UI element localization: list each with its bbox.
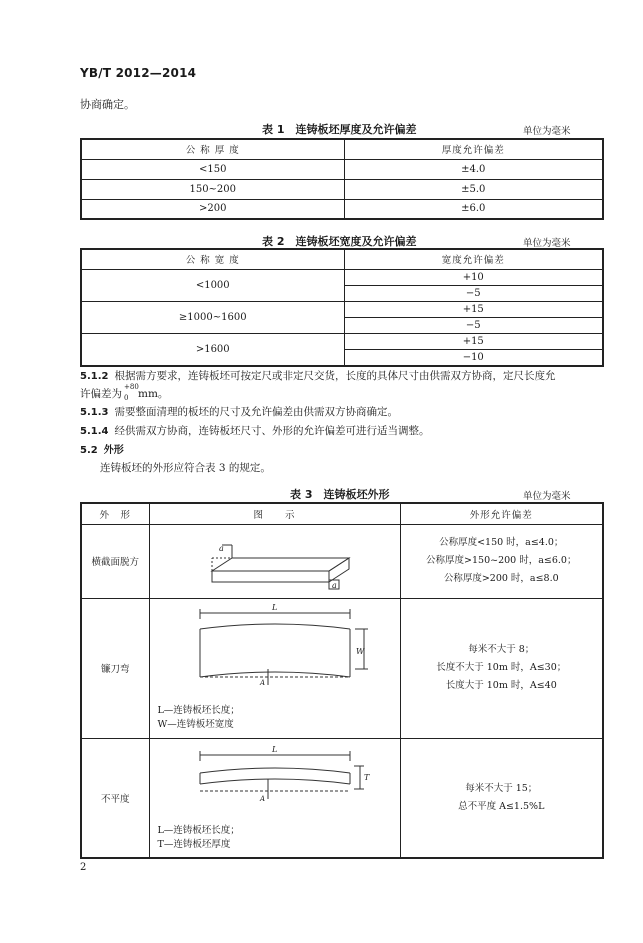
- table3-shape-name: 不平度: [81, 738, 149, 858]
- tol-minus: −10: [345, 349, 603, 365]
- section-number: 5.2: [80, 445, 98, 456]
- table3-header-figure: 图 示: [149, 503, 400, 524]
- dev-line: 长度大于 10m 时，A≤40: [445, 680, 557, 691]
- table3-figure-cell: [149, 598, 400, 738]
- fig-label-L: L: [271, 744, 277, 754]
- tol-sub: 0: [124, 394, 129, 402]
- table2-cell-tol: [344, 333, 603, 366]
- section-5-2-heading: [80, 442, 130, 459]
- tol-minus: −5: [345, 285, 603, 301]
- flatness-diagram: [150, 739, 401, 819]
- camber-diagram: [150, 599, 401, 699]
- intro-text: 协商确定。: [80, 98, 135, 111]
- table1-cell-tol: ±5.0: [344, 179, 603, 199]
- clause-number: 5.1.2: [80, 371, 109, 382]
- table1-cell-tol: ±4.0: [344, 159, 603, 179]
- page-number: 2: [80, 862, 87, 873]
- table2-header-tol: 宽度允许偏差: [344, 249, 603, 269]
- clause-text: 需要整面清理的板坯的尺寸及允许偏差由供需双方协商确定。: [114, 406, 398, 418]
- table1-cell-nominal: <150: [81, 159, 344, 179]
- table2-cell-tol: [344, 301, 603, 333]
- table3-header-shape: 外 形: [81, 503, 149, 524]
- fig-label-a: a: [218, 543, 224, 553]
- table3-dev-cell: [400, 738, 603, 858]
- table3-header-dev: 外形允许偏差: [400, 503, 603, 524]
- table2: [80, 248, 604, 367]
- table1-header-tol: 厚度允许偏差: [344, 139, 603, 159]
- legend-line: W—连铸板坯宽度: [157, 718, 234, 730]
- fig-label-L: L: [271, 602, 277, 612]
- clause-5-1-3: [80, 404, 398, 421]
- clause-text: 经供需双方协商，连铸板坯尺寸、外形的允许偏差可进行适当调整。: [114, 425, 430, 437]
- table1-cell-nominal: >200: [81, 199, 344, 219]
- table3-unit: 单位为毫米: [523, 491, 571, 502]
- table2-cell-nominal: <1000: [81, 269, 344, 301]
- table3-dev-cell: [400, 598, 603, 738]
- table2-cell-tol: [344, 269, 603, 301]
- legend-line: L—连铸板坯长度；: [157, 704, 240, 716]
- table2-unit: 单位为毫米: [523, 238, 571, 249]
- tol-plus: +10: [462, 271, 484, 283]
- dev-line: 总不平度 A≤1.5%L: [458, 800, 545, 812]
- slab-top-face: [212, 558, 349, 571]
- table1-cell-tol: ±6.0: [344, 199, 603, 219]
- table3-figure-cell: [149, 524, 400, 598]
- fig-label-A: A: [259, 794, 265, 803]
- fig-label-T: T: [363, 772, 369, 782]
- table2-cell-nominal: ≥1000~1600: [81, 301, 344, 333]
- figure-legend: [150, 822, 400, 850]
- clause-5-1-4: [80, 423, 429, 440]
- clause-number: 5.1.4: [80, 426, 109, 437]
- table3-shape-name: 镰刀弯: [81, 598, 149, 738]
- standard-code: YB/T 2012—2014: [80, 66, 197, 80]
- table3-caption: 表 3 连铸板坯外形: [290, 488, 390, 501]
- legend-line: L—连铸板坯长度；: [157, 824, 240, 836]
- slab-front-face: [212, 571, 329, 582]
- legend-line: T—连铸板坯厚度: [157, 838, 231, 850]
- out-of-square-diagram: [150, 525, 401, 595]
- fig-label-A: A: [259, 678, 265, 687]
- tol-minus: −5: [345, 317, 603, 333]
- clause-text-cont: 许偏差为: [80, 388, 122, 400]
- dev-line: 公称厚度>150~200 时，a≤6.0；: [426, 555, 577, 566]
- slab-side-face: [329, 558, 349, 582]
- tol-plus: +15: [462, 335, 484, 347]
- clause-number: 5.1.3: [80, 407, 109, 418]
- table3-dev-cell: [400, 524, 603, 598]
- figure-legend: [150, 702, 400, 730]
- tol-plus: +15: [462, 303, 484, 315]
- dev-line: 公称厚度<150 时，a≤4.0；: [439, 537, 564, 548]
- table3-shape-name: 横截面脱方: [81, 524, 149, 598]
- dev-line: 长度不大于 10m 时，A≤30；: [436, 662, 567, 673]
- table2-caption: 表 2 连铸板坯宽度及允许偏差: [262, 235, 417, 248]
- section-title: 外形: [103, 445, 124, 456]
- clause-5-1-2: [80, 368, 605, 402]
- tol-sup: +80: [124, 383, 139, 391]
- table1-cell-nominal: 150~200: [81, 179, 344, 199]
- shape-intro: 连铸板坯的外形应符合表 3 的规定。: [100, 462, 271, 474]
- table3-figure-cell: [149, 738, 400, 858]
- table1-header-nominal: 公 称 厚 度: [81, 139, 344, 159]
- fig-label-W: W: [355, 646, 364, 656]
- table2-header-nominal: 公 称 宽 度: [81, 249, 344, 269]
- table1-caption: 表 1 连铸板坯厚度及允许偏差: [262, 123, 417, 136]
- clause-text: 根据需方要求，连铸板坯可按定尺或非定尺交货，长度的具体尺寸由供需双方协商，定尺长度允: [114, 370, 556, 382]
- table3: [80, 502, 604, 859]
- dev-line: 公称厚度>200 时，a≤8.0: [443, 573, 559, 584]
- table1: [80, 138, 604, 220]
- dev-line: 每米不大于 15；: [465, 782, 538, 794]
- fig-label-a: a: [331, 580, 337, 590]
- table2-cell-nominal: >1600: [81, 333, 344, 366]
- clause-text-end: mm。: [138, 388, 169, 400]
- dev-line: 每米不大于 8；: [468, 644, 535, 655]
- table1-unit: 单位为毫米: [523, 126, 571, 137]
